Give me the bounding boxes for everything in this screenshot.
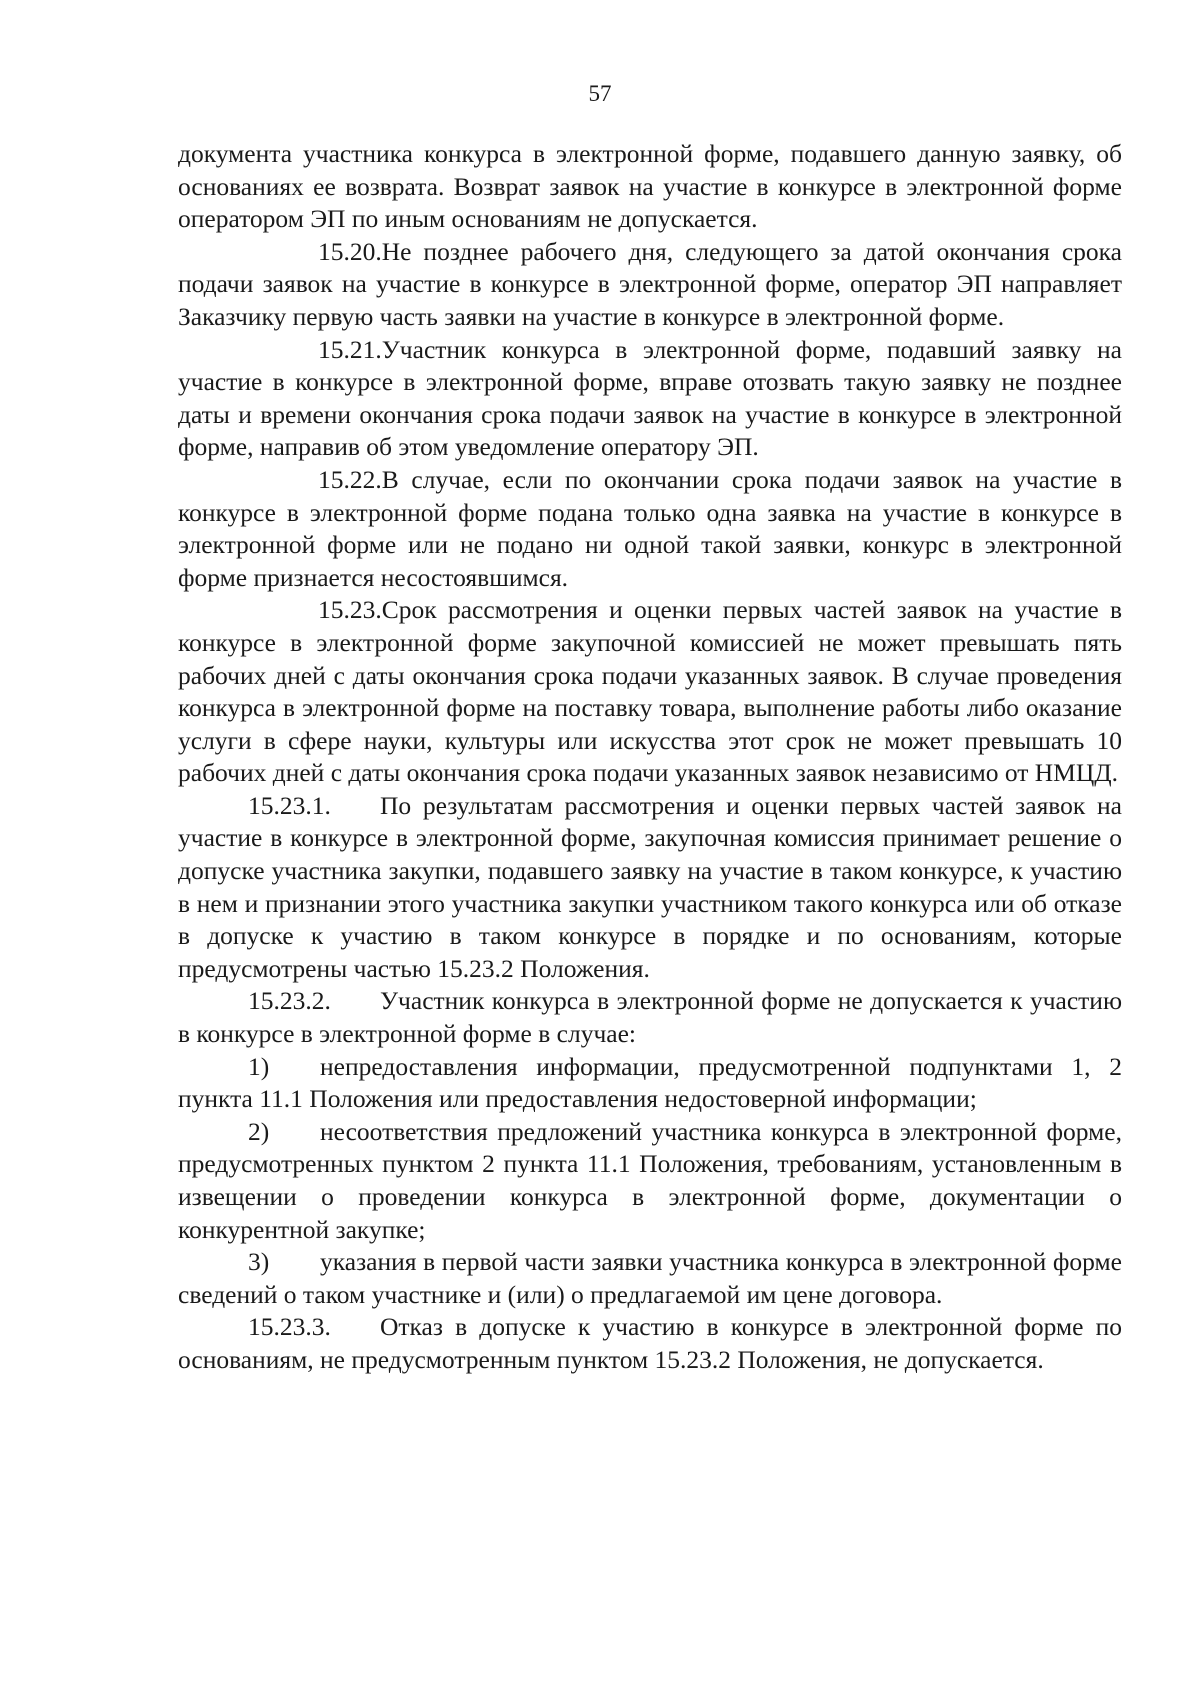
clause-text: Срок рассмотрения и оценки первых частей заявок на участие в конкурсе в электронной форме закупочной комиссией не может превышать пять рабочих дней с даты окончания срока подачи указанных заявок. В случае проведения конкурса в электронной форме на поставку товара, выполнение работы либо оказание услуги в сфере науки, культуры или искусства этот срок не может превышать 10 рабочих дней с даты окончания срока подачи указанных заявок независимо от НМЦД.	[178, 595, 1122, 788]
clause-15-23-1	[178, 790, 1122, 986]
list-item-number: 3)	[248, 1247, 270, 1277]
clause-number: 15.22.	[318, 464, 382, 494]
paragraph-continuation	[178, 138, 1122, 236]
clause-text: Не позднее рабочего дня, следующего за датой окончания срока подачи заявок на участие в конкурсе в электронной форме, оператор ЭП направляет Заказчику первую часть заявки на участие в конкурсе в электронной форме.	[178, 236, 1122, 331]
clause-15-21	[178, 334, 1122, 464]
clause-number: 15.23.3.	[248, 1312, 331, 1342]
list-item-text: несоответствия предложений участника конкурса в электронной форме, предусмотренных пунктом 2 пункта 11.1 Положения, требованиям, установленным в извещении о проведении конкурса в электронной форме, документации о конкурентной закупке;	[178, 1116, 1122, 1244]
clause-text: В случае, если по окончании срока подачи заявок на участие в конкурсе в электронной форме подана только одна заявка на участие в конкурсе в электронной форме или не подано ни одной такой заявки, конкурс в электронной форме признается несостоявшимся.	[178, 464, 1122, 592]
list-item-text: непредоставления информации, предусмотренной подпунктами 1, 2 пункта 11.1 Положения или предоставления недостоверной информации;	[178, 1051, 1122, 1114]
list-item-2	[178, 1116, 1122, 1246]
list-item-number: 1)	[248, 1051, 270, 1081]
clause-15-20	[178, 236, 1122, 334]
clause-15-22	[178, 464, 1122, 594]
clause-number: 15.23.2.	[248, 986, 331, 1016]
list-item-number: 2)	[248, 1116, 270, 1146]
clause-15-23-2	[178, 985, 1122, 1050]
list-item-1	[178, 1051, 1122, 1116]
paragraph-text: документа участника конкурса в электронной форме, подавшего данную заявку, об основаниях ее возврата. Возврат заявок на участие в конкурсе в электронной форме оператором ЭП по иным основаниям не допускается.	[178, 139, 1122, 234]
clause-number: 15.23.1.	[248, 790, 331, 820]
clause-text: Отказ в допуске к участию в конкурсе в электронной форме по основаниям, не предусмотренным пунктом 15.23.2 Положения, не допускается.	[178, 1312, 1122, 1374]
clause-number: 15.20.	[318, 236, 382, 266]
list-item-3	[178, 1246, 1122, 1311]
clause-text: Участник конкурса в электронной форме, подавший заявку на участие в конкурсе в электронной форме, вправе отозвать такую заявку не позднее даты и времени окончания срока подачи заявок на участие в конкурсе в электронной форме, направив об этом уведомление оператору ЭП.	[178, 334, 1122, 462]
clause-number: 15.21.	[318, 334, 382, 364]
clause-15-23	[178, 594, 1122, 790]
clause-text: По результатам рассмотрения и оценки первых частей заявок на участие в конкурсе в электронной форме, закупочная комиссия принимает решение о допуске участника закупки, подавшего заявку на участие в таком конкурсе, к участию в нем и признании этого участника закупки участником такого конкурса или об отказе в допуске к участию в таком конкурсе в порядке и по основаниям, которые предусмотрены частью 15.23.2 Положения.	[178, 790, 1122, 983]
clause-text: Участник конкурса в электронной форме не допускается к участию в конкурсе в электронной форме в случае:	[178, 986, 1122, 1049]
clause-number: 15.23.	[318, 595, 382, 625]
clause-15-23-3	[178, 1311, 1122, 1376]
page-number: 57	[588, 81, 612, 106]
list-item-text: указания в первой части заявки участника конкурса в электронной форме сведений о таком участнике и (или) о предлагаемой им цене договора.	[178, 1247, 1122, 1309]
document-body	[178, 138, 1122, 1377]
